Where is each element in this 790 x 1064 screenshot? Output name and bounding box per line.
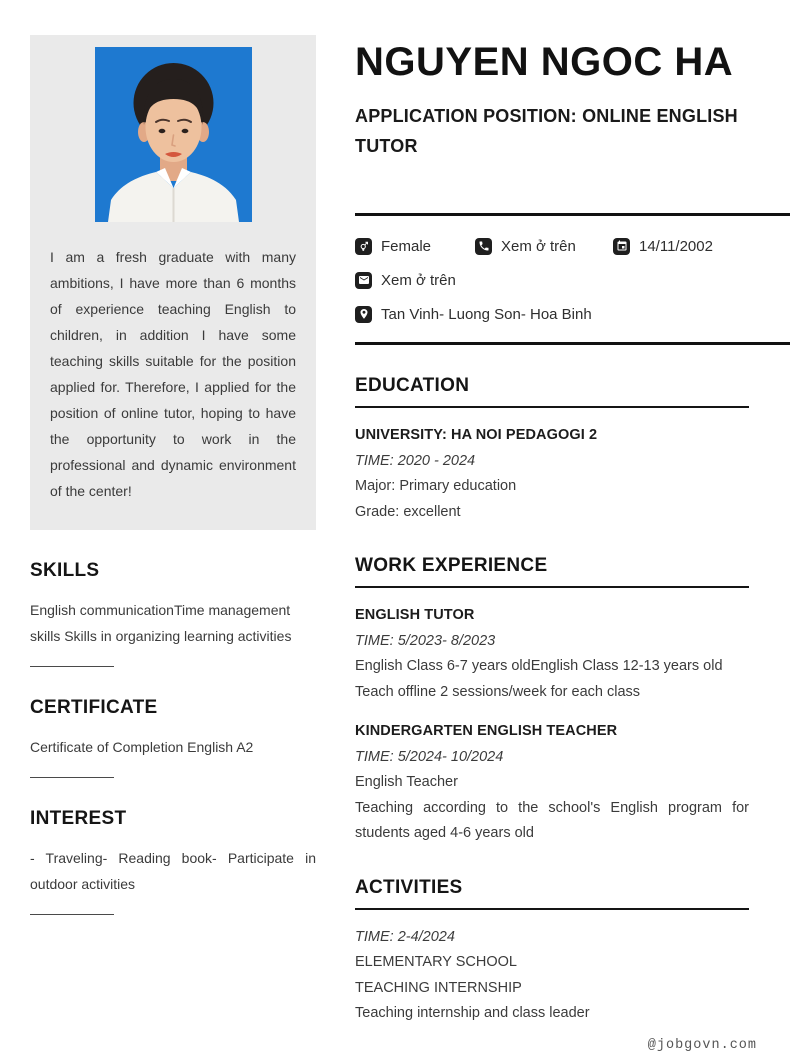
contact-birthday [613,238,713,255]
contact-email [355,272,456,289]
experience-detail: Teach offline 2 sessions/week for each class [355,683,641,700]
contact-phone [475,238,613,255]
experience-detail: Teaching according to the school's English program for students aged 4-6 years old [355,799,749,841]
section-divider [30,777,114,778]
contact-row [355,263,790,297]
activities-time: TIME: 2-4/2024 [355,928,455,945]
experience-time: TIME: 5/2023- 8/2023 [355,632,496,649]
experience-time: TIME: 5/2024- 10/2024 [355,748,504,765]
activities-detail: TEACHING INTERNSHIP [355,979,522,996]
profile-summary-box [30,35,316,530]
education-time: TIME: 2020 - 2024 [355,452,476,469]
skills-title: SKILLS [30,560,100,581]
application-position: APPLICATION POSITION: ONLINE ENGLISH TUTOR [355,106,738,156]
sidebar [30,35,316,915]
contact-block [355,213,790,345]
phone-icon [475,238,492,255]
certificate-section [30,697,316,778]
certificate-title: CERTIFICATE [30,697,158,718]
calendar-icon [613,238,630,255]
contact-gender-value: Female [381,237,432,255]
education-grade: Grade: excellent [355,503,461,520]
activities-detail: ELEMENTARY SCHOOL [355,954,517,970]
contact-row [355,229,790,263]
candidate-name: NGUYEN NGOC HA [355,40,734,84]
profile-photo [95,47,252,222]
interest-text: - Traveling- Reading book- Participate in outdoor activities [30,850,316,892]
profile-summary: I am a fresh graduate with many ambitions, I have more than 6 months of experience teaching English to children, in addition I have some teaching skills suitable for the position applied for. Therefore, I applied for the position of online tutor, hoping to have the opportunity to work in the professional and dynamic environment of the center! [50,249,296,499]
certificate-text: Certificate of Completion English A2 [30,739,254,755]
section-divider [30,914,114,915]
experience-role: ENGLISH TUTOR [355,607,475,623]
skills-text: English communicationTime management skills Skills in organizing learning activities [30,602,292,644]
contact-gender [355,238,475,255]
experience-role: KINDERGARTEN ENGLISH TEACHER [355,723,618,739]
experience-entry [355,719,749,847]
watermark: @jobgovn.com [647,1038,757,1053]
education-major: Major: Primary education [355,478,517,494]
education-school: UNIVERSITY: HA NOI PEDAGOGI 2 [355,427,598,443]
work-experience-section [355,555,790,847]
education-title: EDUCATION [355,375,749,408]
contact-address-value: Tan Vinh- Luong Son- Hoa Binh [381,305,592,323]
contact-row [355,297,790,331]
interest-title: INTEREST [30,808,127,829]
experience-detail: English Class 6-7 years oldEnglish Class 12-13 years old [355,658,723,674]
location-icon [355,306,372,323]
activities-detail: Teaching internship and class leader [355,1005,590,1021]
activities-title: ACTIVITIES [355,877,749,910]
work-experience-title: WORK EXPERIENCE [355,555,749,588]
experience-entry [355,603,749,705]
experience-detail: English Teacher [355,774,458,790]
education-section [355,375,790,525]
skills-section [30,560,316,667]
interest-section [30,808,316,915]
main-content [355,40,790,1027]
contact-phone-value: Xem ở trên [501,237,576,255]
activities-section [355,877,790,1027]
contact-birthday-value: 14/11/2002 [639,237,713,255]
gender-icon [355,238,372,255]
portrait-illustration [95,47,252,222]
education-entry [355,423,749,525]
contact-address [355,306,592,323]
email-icon [355,272,372,289]
contact-email-value: Xem ở trên [381,271,456,289]
section-divider [30,666,114,667]
activities-entry [355,925,749,1027]
